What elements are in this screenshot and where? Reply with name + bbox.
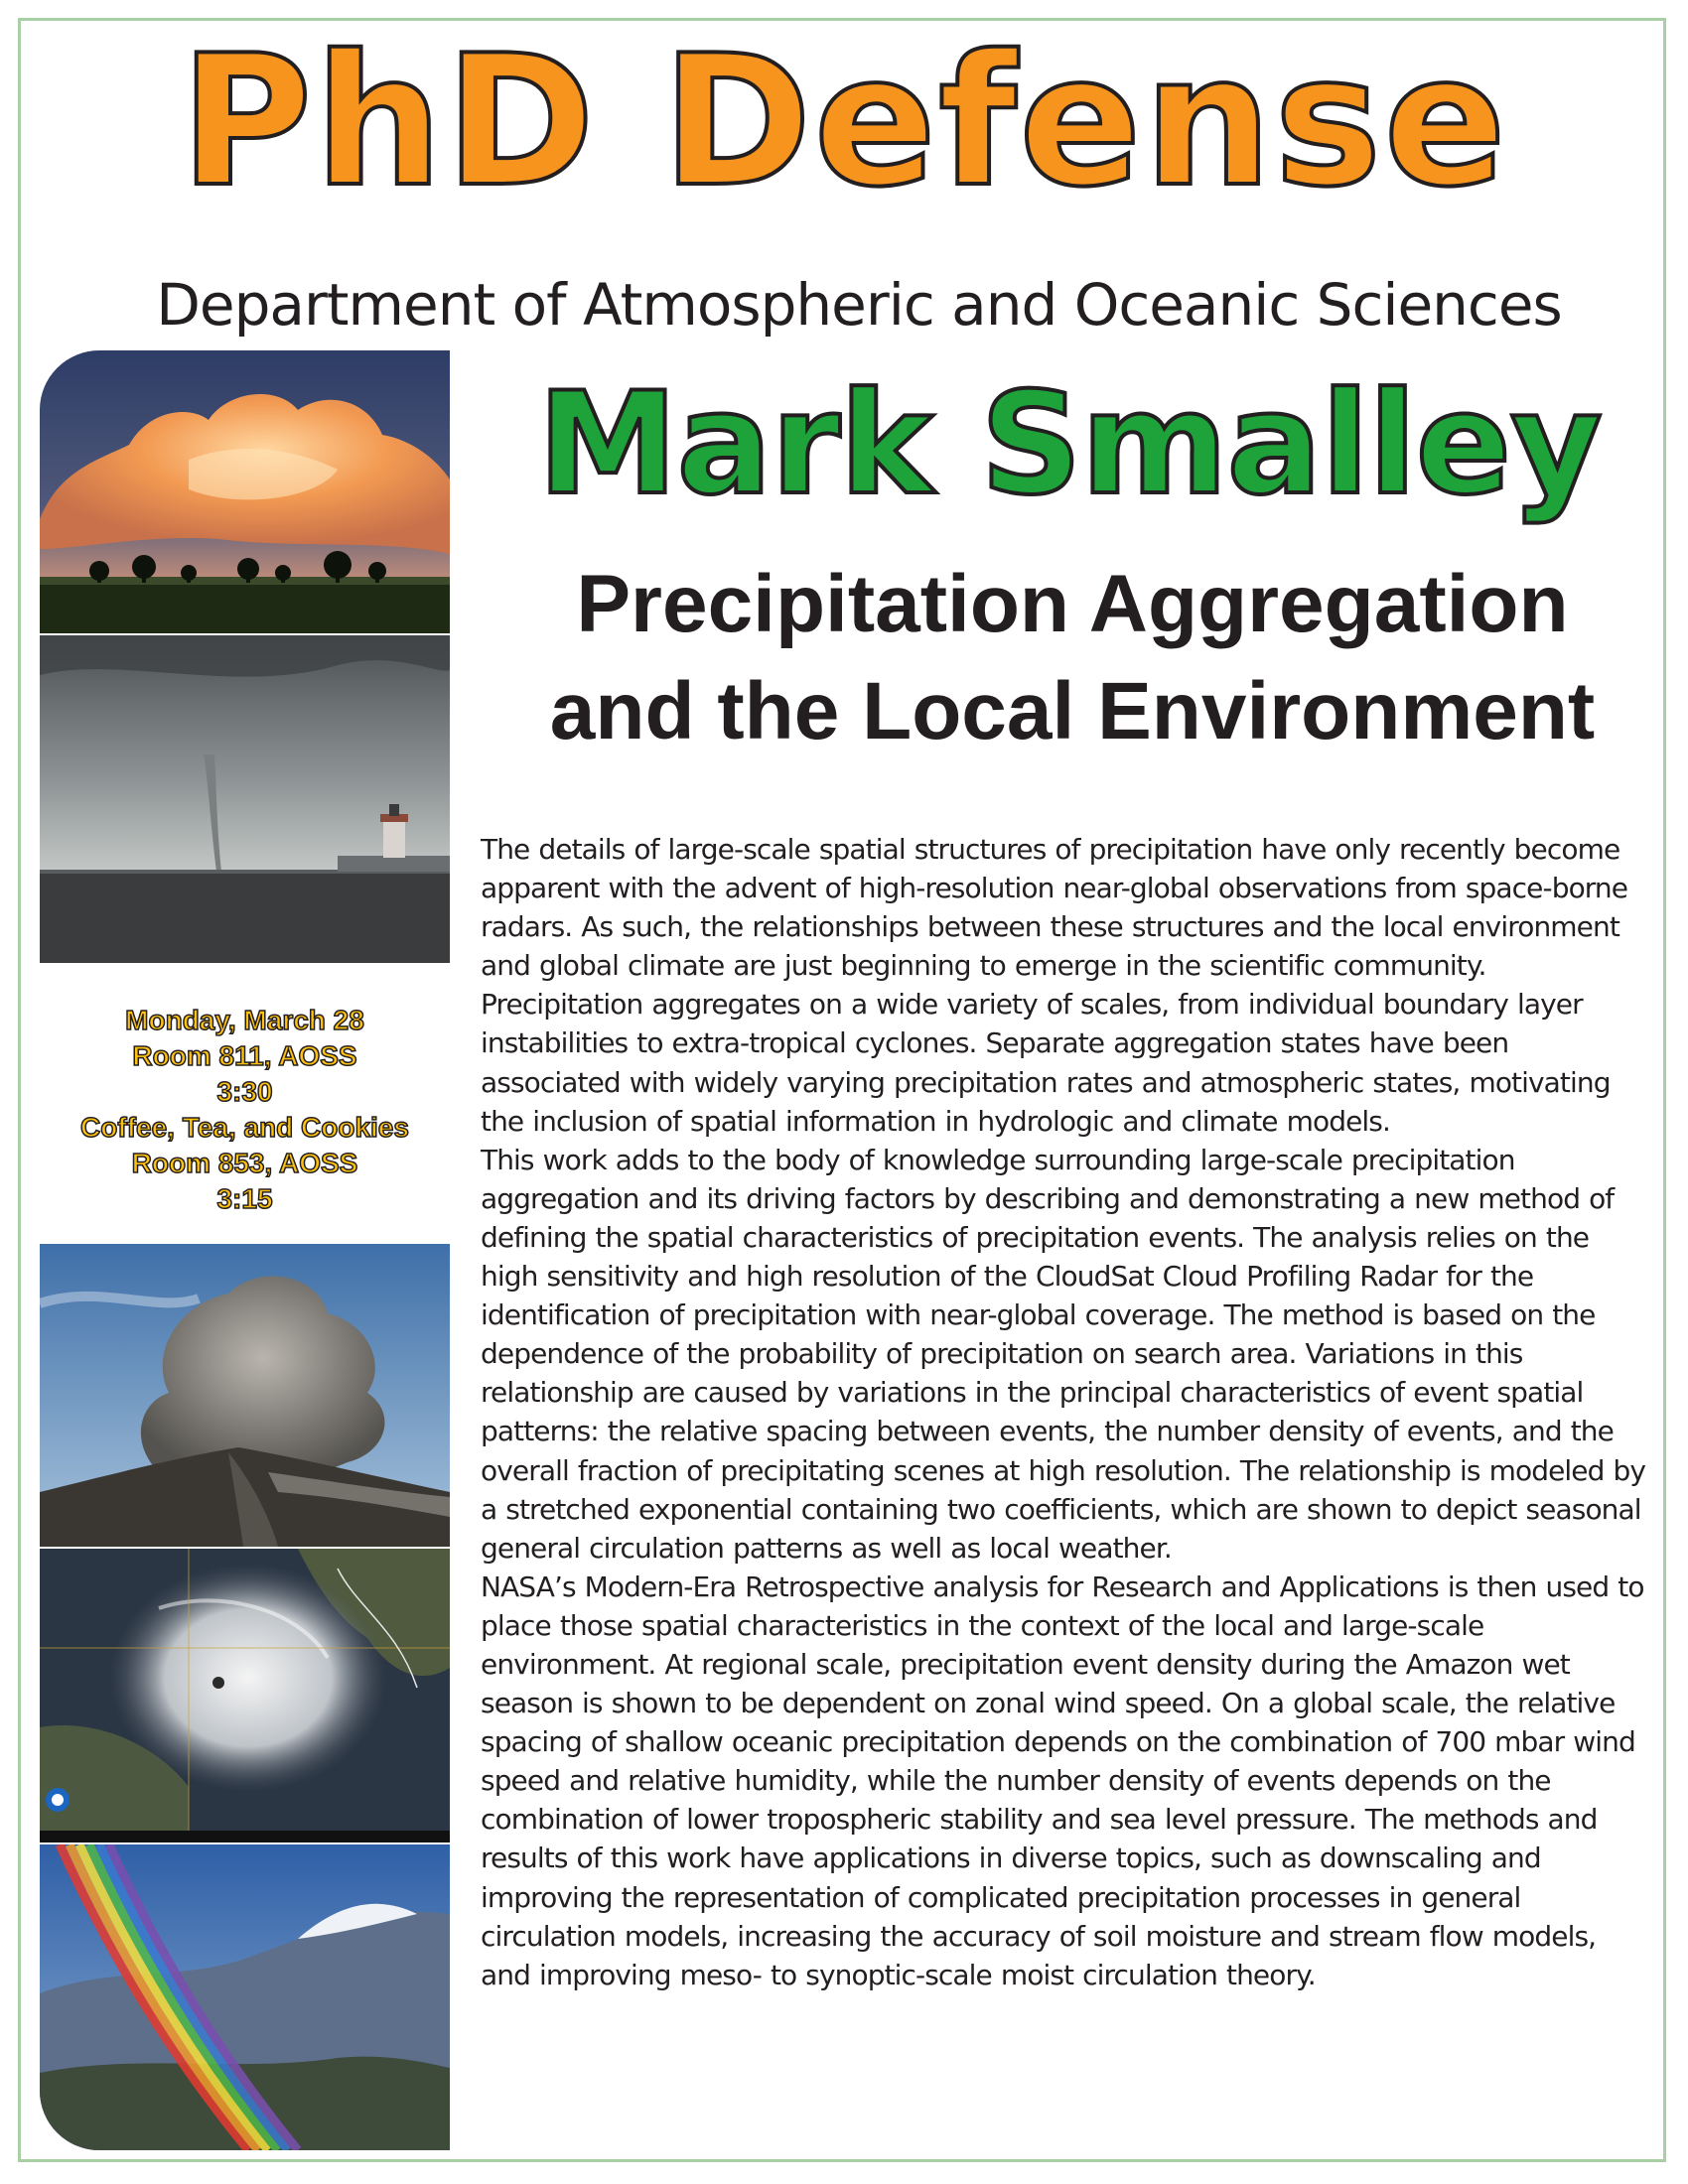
talk-title-line-1: Precipitation Aggregation xyxy=(576,559,1569,649)
reception-label: Coffee, Tea, and Cookies xyxy=(80,1112,409,1143)
event-details xyxy=(40,1003,450,1217)
reception-room: Room 853, AOSS xyxy=(131,1148,358,1178)
talk-title xyxy=(467,551,1678,765)
event-room: Room 811, AOSS xyxy=(132,1040,357,1071)
talk-title-line-2: and the Local Environment xyxy=(549,666,1596,756)
reception-time: 3:15 xyxy=(216,1183,273,1214)
photo-volcano-eruption xyxy=(40,1244,450,1547)
department-name: Department of Atmospheric and Oceanic Sciences xyxy=(156,271,1562,339)
abstract xyxy=(481,830,1652,1994)
abstract-paragraph-1: The details of large-scale spatial structures of precipitation have only recently become apparent with the advent of high-resolution near-global observations from space-borne radars. As such, the relationships between these structures and the local environment and global climate are just beginning to emerge in the scientific community. Precipitation aggregates on a wide variety of scales, from individual boundary layer instabilities to extra-tropical cyclones. Separate aggregation states have been associated with widely varying precipitation rates and atmospheric states, motivating the inclusion of spatial information in hydrologic and climate models. xyxy=(481,833,1628,1138)
event-time: 3:30 xyxy=(216,1076,273,1107)
abstract-paragraph-3: NASA’s Modern-Era Retrospective analysis for Research and Applications is then used to place those spatial characteristics in the context of the local and large-scale environment. At regional scale, precipitation event density during the Amazon wet season is shown to be dependent on zonal wind speed. On a global scale, the relative spacing of shallow oceanic precipitation depends on the combination of 700 mbar wind speed and relative humidity, while the number density of events depends on the combination of lower tropospheric stability and sea level pressure. The methods and results of this work have applications in diverse topics, such as downscaling and improving the representation of complicated precipitation processes in general circulation models, increasing the accuracy of soil moisture and stream flow models, and improving meso- to synoptic-scale moist circulation theory. xyxy=(481,1570,1644,1991)
event-title: PhD Defense xyxy=(180,16,1508,226)
abstract-paragraph-2: This work adds to the body of knowledge surrounding large-scale precipitation aggregation and its driving factors by describing and demonstrating a new method of defining the spatial characteristics of precipitation events. The analysis relies on the high sensitivity and high resolution of the CloudSat Cloud Profiling Radar for the identification of precipitation with near-global coverage. The method is based on the dependence of the probability of precipitation on search area. Variations in this relationship are caused by variations in the principal characteristics of event spatial patterns: the relative spacing between events, the number density of events, and the overall fraction of precipitating scenes at high resolution. The relationship is modeled by a stretched exponential containing two coefficients, which are shown to depict seasonal general circulation patterns as well as local weather. xyxy=(481,1143,1646,1565)
photo-storm-cloud-sunset xyxy=(40,350,450,633)
event-date: Monday, March 28 xyxy=(125,1005,364,1035)
photo-rainbow-mountains xyxy=(40,1844,450,2150)
photo-waterspout-lighthouse xyxy=(40,635,450,963)
speaker-name: Mark Smalley xyxy=(537,362,1602,526)
photo-hurricane-satellite xyxy=(40,1549,450,1843)
